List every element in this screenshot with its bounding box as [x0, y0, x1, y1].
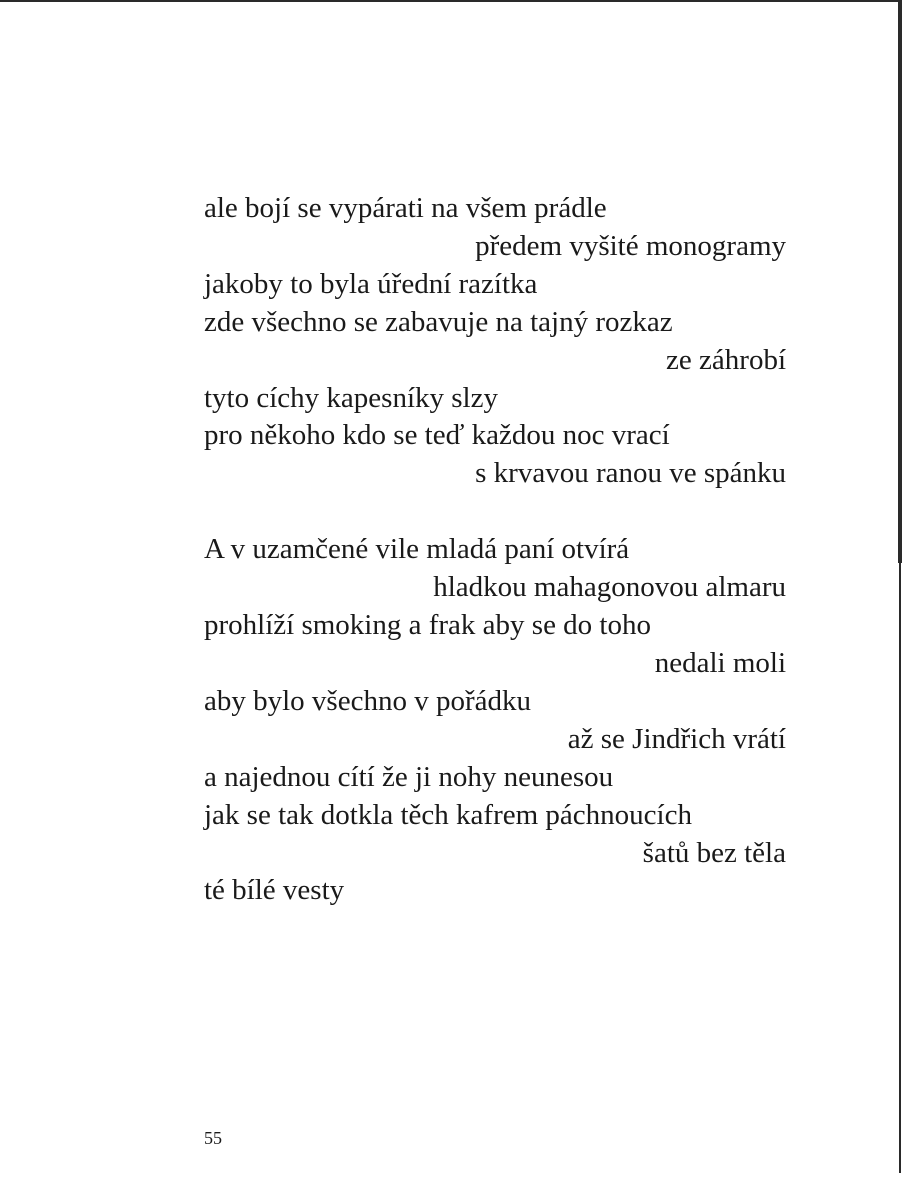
poem-line: jak se tak dotkla těch kafrem páchnoucích: [204, 798, 692, 831]
poem-line: nedali moli: [654, 646, 786, 679]
poem-line: aby bylo všechno v pořádku: [204, 684, 531, 717]
poem-line: A v uzamčené vile mladá paní otvírá: [204, 533, 630, 566]
stanza-2: [204, 531, 786, 910]
stanza-1: [204, 190, 786, 493]
poem-line: ze záhrobí: [666, 343, 786, 376]
poem-line: tyto cíchy kapesníky slzy: [204, 381, 498, 414]
page-right-edge-lower: [899, 563, 901, 1173]
poem-line: s krvavou ranou ve spánku: [475, 457, 786, 490]
poem-line: hladkou mahagonovou almaru: [433, 571, 786, 604]
page-top-edge: [0, 0, 902, 2]
poem-line: té bílé vesty: [204, 874, 345, 907]
poem-line: šatů bez těla: [642, 836, 786, 869]
poem-line: prohlíží smoking a frak aby se do toho: [204, 609, 651, 642]
page-right-edge-upper: [898, 0, 902, 563]
page-number: 55: [204, 1128, 222, 1148]
poem-line: a najednou cítí že ji nohy neunesou: [204, 760, 614, 793]
poem-line: jakoby to byla úřední razítka: [204, 267, 538, 300]
poem-line: ale bojí se vypárati na všem prádle: [204, 192, 607, 224]
stanza-break: [204, 493, 786, 531]
poem-line: až se Jindřich vrátí: [567, 722, 786, 755]
poem-line: pro někoho kdo se teď každou noc vrací: [204, 419, 670, 452]
poem-body: [204, 190, 786, 910]
poem-line: zde všechno se zabavuje na tajný rozkaz: [204, 305, 673, 338]
poem-line: předem vyšité monogramy: [475, 229, 786, 262]
